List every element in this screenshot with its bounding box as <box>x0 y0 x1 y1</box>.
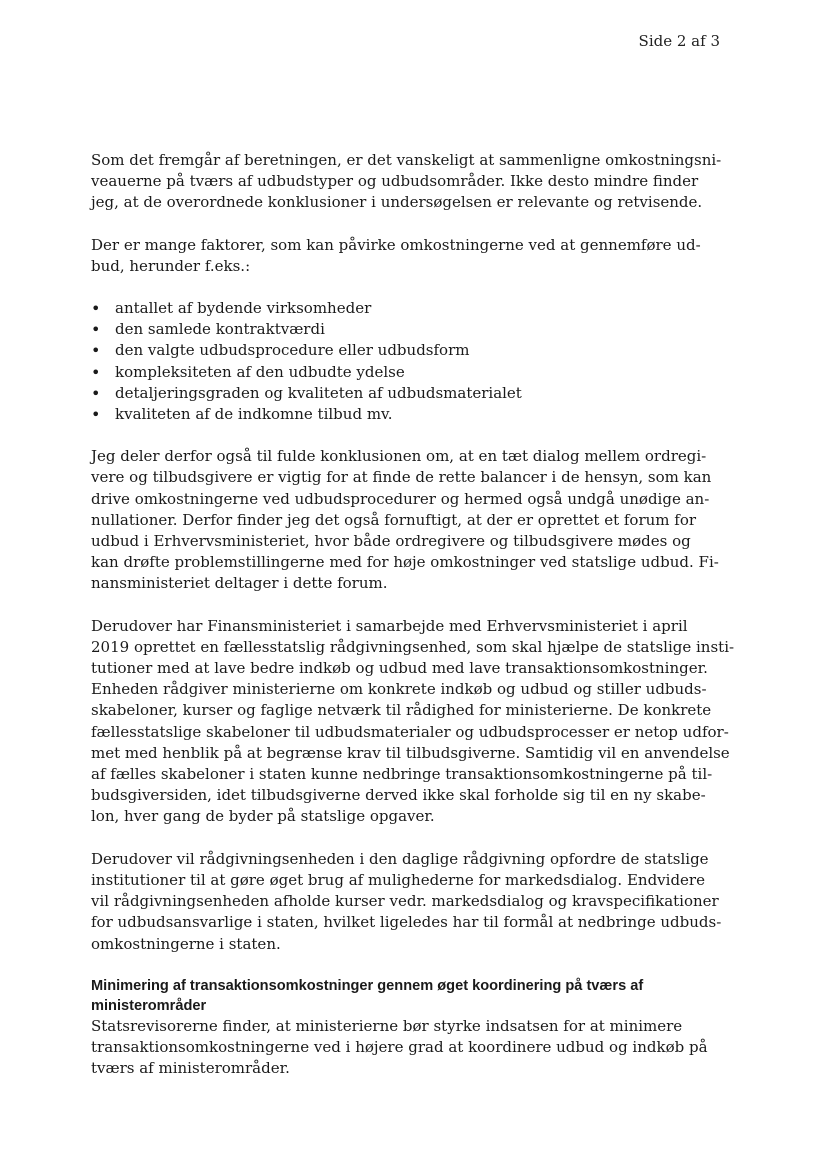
paragraph-line: Enheden rådgiver ministerierne om konkrete indkøb og udbud og stiller udbuds- <box>91 680 707 699</box>
document-body <box>91 150 735 1100</box>
page-number: Side 2 af 3 <box>638 32 720 50</box>
paragraph-line: Som det fremgår af beretningen, er det vanskeligt at sammenligne omkostningsni- <box>91 151 722 169</box>
paragraph-line: met med henblik på at begrænse krav til tilbudsgiverne. Samtidig vil en anvendelse <box>91 743 730 762</box>
list-item: • kompleksiteten af den udbudte ydelse <box>91 362 626 383</box>
paragraph-advisory-unit <box>91 616 735 828</box>
list-item: • den samlede kontraktværdi <box>91 319 626 340</box>
paragraph-line: lon, hver gang de byder på statslige opgaver. <box>91 807 435 826</box>
paragraph-line: budsgiversiden, idet tilbudsgiverne derved ikke skal forholde sig til en ny skabe- <box>91 786 706 805</box>
paragraph-line: nansministeriet deltager i dette forum. <box>91 574 388 593</box>
paragraph-dialog <box>91 446 719 594</box>
paragraph-line: kan drøfte problemstillingerne med for høje omkostninger ved statslige udbud. Fi- <box>91 553 719 572</box>
paragraph-line: omkostningerne i staten. <box>91 934 281 953</box>
paragraph-line: af fælles skabeloner i staten kunne nedbringe transaktionsomkostningerne på til- <box>91 765 713 784</box>
paragraph-factors <box>91 235 701 277</box>
paragraph-line: drive omkostningerne ved udbudsprocedurer og hermed også undgå unødige an- <box>91 489 710 508</box>
paragraph-line: vere og tilbudsgivere er vigtig for at finde de rette balancer i de hensyn, som kan <box>91 468 712 487</box>
paragraph-line: nullationer. Derfor finder jeg det også fornuftigt, at der er oprettet et forum for <box>91 510 697 529</box>
paragraph-line: Derudover har Finansministeriet i samarbejde med Erhvervsministeriet i april <box>91 616 688 635</box>
paragraph-line: tværs af ministerområder. <box>91 1059 290 1078</box>
paragraph-line: institutioner til at gøre øget brug af mulighederne for markedsdialog. Endvidere <box>91 870 705 889</box>
paragraph-market-dialog <box>91 849 722 955</box>
paragraph-line: vil rådgivningsenheden afholde kurser vedr. markedsdialog og kravspecifikationer <box>91 892 719 911</box>
paragraph-line: 2019 oprettet en fællesstatslig rådgivningsenhed, som skal hjælpe de statslige insti- <box>91 637 735 656</box>
list-item: • antallet af bydende virksomheder <box>91 298 626 319</box>
paragraph-line: skabeloner, kurser og faglige netværk til rådighed for ministerierne. De konkrete <box>91 701 712 720</box>
list-item: • detaljeringsgraden og kvaliteten af udbudsmaterialet <box>91 383 626 404</box>
paragraph-line: tutioner med at lave bedre indkøb og udbud med lave transaktionsomkostninger. <box>91 659 708 678</box>
paragraph-line: veauerne på tværs af udbudstyper og udbudsområder. Ikke desto mindre finder <box>91 172 699 191</box>
heading-line: Minimering af transaktionsomkostninger gennem øget koordinering på tværs af <box>91 977 644 994</box>
paragraph-line: fællesstatslige skabeloner til udbudsmaterialer og udbudsprocesser er netop udfor- <box>91 722 729 741</box>
paragraph-line: transaktionsomkostningerne ved i højere grad at koordinere udbud og indkøb på <box>91 1037 708 1056</box>
paragraph-intro <box>91 150 722 214</box>
paragraph-coordination <box>91 1016 708 1080</box>
paragraph-line: jeg, at de overordnede konklusioner i undersøgelsen er relevante og retvisende. <box>91 193 703 212</box>
heading-line: ministerområder <box>91 997 207 1014</box>
list-item: • kvaliteten af de indkomne tilbud mv. <box>91 404 626 425</box>
paragraph-line: Statsrevisorerne finder, at ministerierne bør styrke indsatsen for at minimere <box>91 1016 683 1035</box>
paragraph-line: udbud i Erhvervsministeriet, hvor både ordregivere og tilbudsgivere mødes og <box>91 532 691 551</box>
list-item: • den valgte udbudsprocedure eller udbudsform <box>91 340 626 361</box>
paragraph-line: Der er mange faktorer, som kan påvirke omkostningerne ved at gennemføre ud- <box>91 235 701 254</box>
paragraph-line: Derudover vil rådgivningsenheden i den daglige rådgivning opfordre de statslige <box>91 849 709 868</box>
paragraph-line: bud, herunder f.eks.: <box>91 256 251 275</box>
factor-list <box>91 298 626 425</box>
paragraph-line: for udbudsansvarlige i staten, hvilket ligeledes har til formål at nedbringe udbuds- <box>91 913 722 932</box>
section-heading <box>91 976 644 1016</box>
paragraph-line: Jeg deler derfor også til fulde konklusionen om, at en tæt dialog mellem ordregi- <box>91 447 707 466</box>
